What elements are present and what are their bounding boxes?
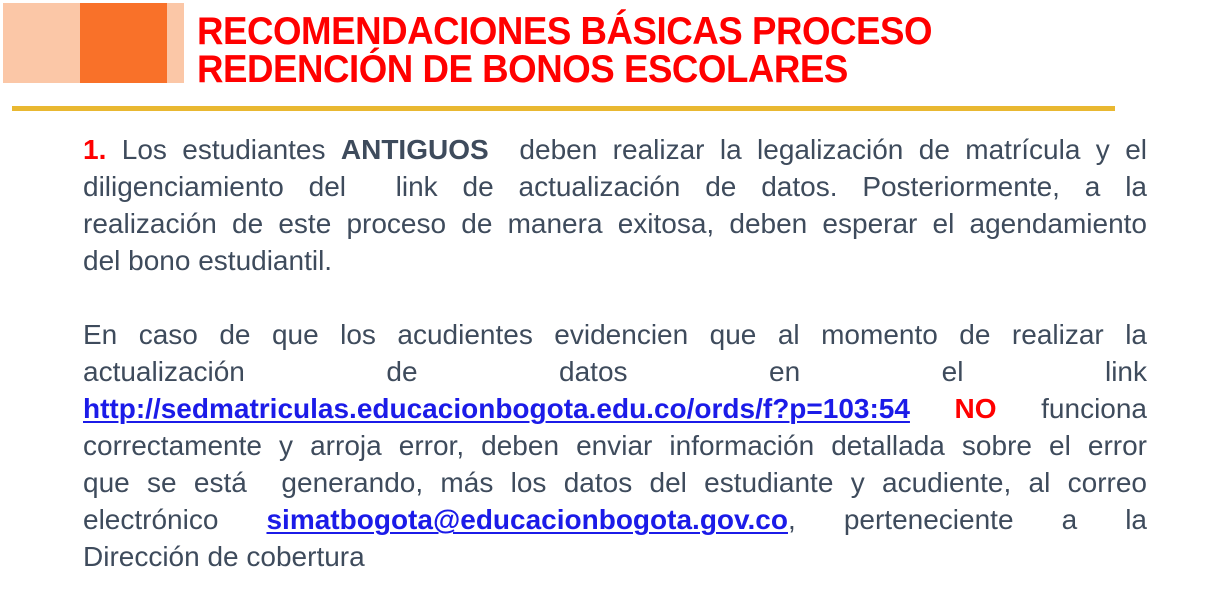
simatbogota-email-link[interactable]: simatbogota@educacionbogota.gov.co (266, 504, 788, 535)
text-run: actualización de datos en el link (83, 356, 1147, 387)
text-line (83, 390, 1147, 427)
text-line (83, 242, 1147, 279)
text-line (83, 501, 1147, 538)
text-run: funciona (996, 393, 1147, 424)
text-line (83, 205, 1147, 242)
antiguos-emphasis: ANTIGUOS (340, 134, 489, 165)
text-run: correctamente y arroja error, deben enviar información detallada sobre el error (83, 430, 1147, 461)
text-line (83, 538, 1147, 575)
text-line (83, 316, 1147, 353)
text-line (83, 168, 1147, 205)
page-title (197, 10, 979, 91)
item-number: 1. (83, 134, 107, 165)
page-title-line-2: REDENCIÓN DE BONOS ESCOLARES (197, 48, 848, 91)
text-line (83, 131, 1147, 168)
text-run: Dirección de cobertura (83, 541, 365, 572)
accent-stripe-light-right (167, 3, 184, 83)
text-run: del bono estudiantil. (83, 245, 333, 276)
sedmatriculas-link[interactable]: http://sedmatriculas.educacionbogota.edu.co/ords/f?p=103:54 (83, 393, 910, 424)
text-line (83, 427, 1147, 464)
body-text (83, 131, 1147, 575)
text-run: diligenciamiento del link de actualización de datos. Posteriormente, a la (83, 171, 1147, 202)
text-line (83, 353, 1147, 390)
accent-bar (3, 3, 184, 83)
page-title-line-1: RECOMENDACIONES BÁSICAS PROCESO (197, 10, 933, 53)
text-run: Los estudiantes (106, 134, 341, 165)
title-underline-rule (12, 106, 1115, 111)
paragraph (83, 316, 1147, 575)
text-run: que se está generando, más los datos del estudiante y acudiente, al correo (83, 467, 1147, 498)
text-run: electrónico (83, 504, 267, 535)
accent-stripe-orange (80, 3, 167, 83)
paragraph (83, 131, 1147, 279)
text-run (910, 393, 955, 424)
no-emphasis: NO (954, 393, 997, 424)
text-run: realización de este proceso de manera exitosa, deben esperar el agendamiento (83, 208, 1147, 239)
text-run: deben realizar la legalización de matrícula y el (488, 134, 1147, 165)
accent-stripe-light-left (3, 3, 80, 83)
text-run: En caso de que los acudientes evidencien que al momento de realizar la (83, 319, 1147, 350)
text-run: , perteneciente a la (787, 504, 1148, 535)
text-line (83, 464, 1147, 501)
